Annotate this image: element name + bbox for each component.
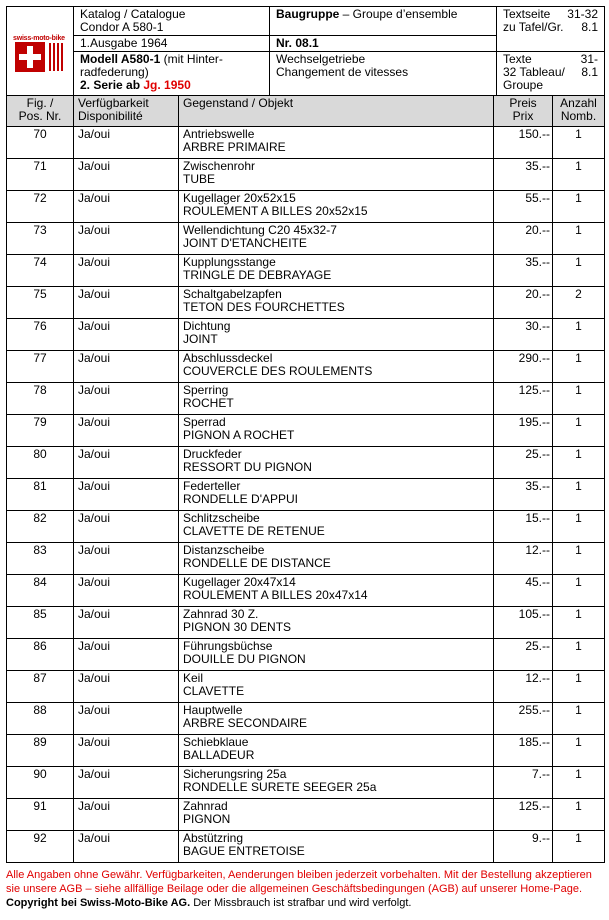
part-price: 35.-- (494, 159, 553, 191)
part-name-fr: BALLADEUR (183, 748, 255, 762)
part-description (179, 575, 494, 607)
part-name-fr: BAGUE ENTRETOISE (183, 844, 305, 858)
group-cell (270, 7, 497, 36)
part-name-de: Sicherungsring 25a (183, 767, 287, 781)
part-position: 75 (7, 287, 74, 319)
part-name-de: Zahnrad 30 Z. (183, 607, 259, 621)
part-position: 87 (7, 671, 74, 703)
part-description (179, 639, 494, 671)
part-name-de: Antriebswelle (183, 127, 255, 141)
part-quantity: 1 (553, 831, 605, 863)
part-name-de: Dichtung (183, 319, 231, 333)
part-price: 125.-- (494, 383, 553, 415)
logo-text: swiss-moto-bike (13, 35, 65, 42)
col-price: Preis Prix (494, 96, 553, 127)
table-row (7, 255, 605, 287)
group-number: Nr. 08.1 (270, 36, 497, 52)
edition: 1.Ausgabe 1964 (74, 36, 270, 52)
part-price: 150.-- (494, 127, 553, 159)
part-quantity: 1 (553, 159, 605, 191)
part-name-de: Abstützring (183, 831, 244, 845)
col-pos: Fig. / Pos. Nr. (7, 96, 74, 127)
part-price: 12.-- (494, 671, 553, 703)
part-name-fr: RONDELLE DE DISTANCE (183, 556, 331, 570)
part-position: 90 (7, 767, 74, 799)
table-row (7, 639, 605, 671)
part-price: 7.-- (494, 767, 553, 799)
catalog-name: Condor A 580-1 (80, 20, 164, 34)
model-note: (mit Hinter- (160, 52, 223, 66)
part-name-de: Federteller (183, 479, 241, 493)
part-name-de: Zwischenrohr (183, 159, 256, 173)
swiss-moto-bike-logo (11, 26, 69, 76)
part-position: 74 (7, 255, 74, 287)
part-name-fr: TUBE (183, 172, 216, 186)
part-availability: Ja/oui (74, 671, 179, 703)
part-position: 84 (7, 575, 74, 607)
col-quantity: Anzahl Nomb. (553, 96, 605, 127)
col-item: Gegenstand / Objekt (179, 96, 494, 127)
part-name-fr: RESSORT DU PIGNON (183, 460, 312, 474)
part-description (179, 383, 494, 415)
part-description (179, 607, 494, 639)
part-name-fr: JOINT D'ETANCHEITE (183, 236, 307, 250)
part-description (179, 703, 494, 735)
part-availability: Ja/oui (74, 159, 179, 191)
table-row (7, 159, 605, 191)
swiss-cross-icon (15, 42, 45, 72)
part-name-de: Wellendichtung C20 45x32-7 (183, 223, 337, 237)
part-quantity: 2 (553, 287, 605, 319)
texte-tableau: 32 Tableau/ (503, 65, 565, 79)
part-price: 255.-- (494, 703, 553, 735)
part-price: 12.-- (494, 543, 553, 575)
table-row (7, 735, 605, 767)
textseite-cell (497, 7, 605, 52)
table-row (7, 671, 605, 703)
misuse-text: Der Missbrauch ist strafbar und wird verfolgt. (190, 897, 412, 909)
part-description (179, 447, 494, 479)
texte-cell (497, 52, 605, 96)
part-quantity: 1 (553, 703, 605, 735)
part-availability: Ja/oui (74, 127, 179, 159)
series-year: Jg. 1950 (143, 78, 191, 92)
texte-groupe: Groupe (503, 78, 544, 92)
part-position: 76 (7, 319, 74, 351)
textseite-pages: 31-32 (567, 7, 598, 21)
part-price: 20.-- (494, 223, 553, 255)
part-name-de: Hauptwelle (183, 703, 243, 717)
part-quantity: 1 (553, 799, 605, 831)
table-row (7, 543, 605, 575)
part-position: 81 (7, 479, 74, 511)
part-quantity: 1 (553, 479, 605, 511)
part-price: 185.-- (494, 735, 553, 767)
part-name-fr: DOUILLE DU PIGNON (183, 652, 306, 666)
part-description (179, 767, 494, 799)
part-name-fr: RONDELLE D'APPUI (183, 492, 298, 506)
part-price: 290.-- (494, 351, 553, 383)
part-name-de: Abschlussdeckel (183, 351, 273, 365)
part-price: 20.-- (494, 287, 553, 319)
group-name-fr: Changement de vitesses (276, 65, 409, 79)
table-row (7, 447, 605, 479)
part-quantity: 1 (553, 575, 605, 607)
part-name-de: Schlitzscheibe (183, 511, 260, 525)
part-quantity: 1 (553, 255, 605, 287)
part-name-de: Kupplungsstange (183, 255, 276, 269)
table-row (7, 703, 605, 735)
textseite-tafel: zu Tafel/Gr. (503, 20, 564, 34)
part-position: 71 (7, 159, 74, 191)
part-quantity: 1 (553, 383, 605, 415)
part-name-fr: PIGNON A ROCHET (183, 428, 295, 442)
part-description (179, 127, 494, 159)
part-description (179, 191, 494, 223)
model-name: Modell A580-1 (80, 52, 161, 66)
part-description (179, 255, 494, 287)
parts-header-row (7, 96, 605, 127)
part-description (179, 671, 494, 703)
part-name-de: Sperrad (183, 415, 226, 429)
part-availability: Ja/oui (74, 703, 179, 735)
part-name-de: Distanzscheibe (183, 543, 265, 557)
part-position: 79 (7, 415, 74, 447)
part-availability: Ja/oui (74, 191, 179, 223)
part-name-fr: COUVERCLE DES ROULEMENTS (183, 364, 373, 378)
part-name-fr: ARBRE PRIMAIRE (183, 140, 286, 154)
part-position: 89 (7, 735, 74, 767)
part-price: 30.-- (494, 319, 553, 351)
catalog-label: Katalog / Catalogue (80, 7, 186, 21)
part-quantity: 1 (553, 735, 605, 767)
part-availability: Ja/oui (74, 255, 179, 287)
part-quantity: 1 (553, 767, 605, 799)
part-position: 73 (7, 223, 74, 255)
table-row (7, 767, 605, 799)
table-row (7, 351, 605, 383)
footer-disclaimer (6, 868, 604, 910)
texte-label: Texte (503, 52, 532, 66)
part-availability: Ja/oui (74, 575, 179, 607)
part-position: 85 (7, 607, 74, 639)
part-name-de: Schaltgabelzapfen (183, 287, 282, 301)
part-description (179, 223, 494, 255)
model-note-2: radfederung) (80, 65, 149, 79)
part-quantity: 1 (553, 319, 605, 351)
part-availability: Ja/oui (74, 319, 179, 351)
part-price: 45.-- (494, 575, 553, 607)
table-row (7, 415, 605, 447)
table-row (7, 799, 605, 831)
part-quantity: 1 (553, 639, 605, 671)
part-position: 80 (7, 447, 74, 479)
part-name-fr: ARBRE SECONDAIRE (183, 716, 308, 730)
logo-cell (7, 7, 74, 96)
part-availability: Ja/oui (74, 831, 179, 863)
part-name-fr: JOINT (183, 332, 218, 346)
part-position: 92 (7, 831, 74, 863)
part-price: 35.-- (494, 479, 553, 511)
part-availability: Ja/oui (74, 767, 179, 799)
part-availability: Ja/oui (74, 287, 179, 319)
part-quantity: 1 (553, 415, 605, 447)
part-availability: Ja/oui (74, 543, 179, 575)
part-price: 9.-- (494, 831, 553, 863)
part-description (179, 159, 494, 191)
part-description (179, 735, 494, 767)
part-name-fr: ROULEMENT A BILLES 20x52x15 (183, 204, 368, 218)
table-row (7, 223, 605, 255)
part-position: 78 (7, 383, 74, 415)
part-price: 105.-- (494, 607, 553, 639)
part-availability: Ja/oui (74, 223, 179, 255)
part-price: 35.-- (494, 255, 553, 287)
part-position: 77 (7, 351, 74, 383)
table-row (7, 319, 605, 351)
disclaimer-text: Alle Angaben ohne Gewähr. Verfügbarkeiten, Aenderungen bleiben jederzeit vorbehalten. Mit der Bestellung akzeptieren sie unsere AGB – siehe allfällige Beilage oder die allgemeinen Geschäftsbedingungen (AGB) auf unserer Home-Page. (6, 869, 592, 895)
part-position: 70 (7, 127, 74, 159)
part-name-fr: CLAVETTE DE RETENUE (183, 524, 325, 538)
part-price: 55.-- (494, 191, 553, 223)
part-quantity: 1 (553, 351, 605, 383)
part-price: 195.-- (494, 415, 553, 447)
part-description (179, 415, 494, 447)
part-availability: Ja/oui (74, 415, 179, 447)
part-name-fr: PIGNON (183, 812, 231, 826)
table-row (7, 575, 605, 607)
table-row (7, 607, 605, 639)
part-name-de: Keil (183, 671, 204, 685)
table-row (7, 511, 605, 543)
part-price: 25.-- (494, 447, 553, 479)
part-quantity: 1 (553, 543, 605, 575)
part-description (179, 287, 494, 319)
part-availability: Ja/oui (74, 383, 179, 415)
part-name-de: Druckfeder (183, 447, 242, 461)
part-availability: Ja/oui (74, 479, 179, 511)
part-description (179, 543, 494, 575)
part-name-fr: CLAVETTE (183, 684, 245, 698)
part-name-fr: RONDELLE SURETE SEEGER 25a (183, 780, 377, 794)
part-quantity: 1 (553, 127, 605, 159)
table-row (7, 127, 605, 159)
part-name-de: Sperring (183, 383, 229, 397)
part-quantity: 1 (553, 447, 605, 479)
part-name-fr: PIGNON 30 DENTS (183, 620, 292, 634)
part-quantity: 1 (553, 607, 605, 639)
texte-group-num: 8.1 (581, 65, 598, 79)
part-quantity: 1 (553, 671, 605, 703)
table-row (7, 479, 605, 511)
part-description (179, 319, 494, 351)
part-availability: Ja/oui (74, 735, 179, 767)
part-name-de: Schiebklaue (183, 735, 249, 749)
table-row (7, 383, 605, 415)
part-position: 83 (7, 543, 74, 575)
catalog-page (6, 6, 604, 863)
part-description (179, 831, 494, 863)
part-position: 72 (7, 191, 74, 223)
part-availability: Ja/oui (74, 639, 179, 671)
group-name-cell (270, 52, 497, 96)
part-name-fr: ROCHET (183, 396, 234, 410)
part-description (179, 351, 494, 383)
part-name-de: Kugellager 20x47x14 (183, 575, 296, 589)
parts-table (6, 95, 605, 863)
part-availability: Ja/oui (74, 447, 179, 479)
part-position: 91 (7, 799, 74, 831)
part-availability: Ja/oui (74, 799, 179, 831)
part-name-fr: ROULEMENT A BILLES 20x47x14 (183, 588, 368, 602)
part-description (179, 479, 494, 511)
part-position: 86 (7, 639, 74, 671)
series-label: 2. Serie ab (80, 78, 144, 92)
stripes-icon (49, 43, 63, 71)
group-label-rest: – Groupe d’ensemble (339, 7, 458, 21)
col-availability: Verfügbarkeit Disponibilité (74, 96, 179, 127)
part-quantity: 1 (553, 191, 605, 223)
part-availability: Ja/oui (74, 607, 179, 639)
group-name-de: Wechselgetriebe (276, 52, 366, 66)
catalog-header (6, 6, 605, 96)
part-description (179, 511, 494, 543)
part-price: 25.-- (494, 639, 553, 671)
part-availability: Ja/oui (74, 511, 179, 543)
copyright-text: Copyright bei Swiss-Moto-Bike AG. (6, 897, 191, 909)
part-availability: Ja/oui (74, 351, 179, 383)
part-price: 15.-- (494, 511, 553, 543)
catalog-cell (74, 7, 270, 36)
part-name-de: Zahnrad (183, 799, 228, 813)
part-price: 125.-- (494, 799, 553, 831)
part-name-fr: TETON DES FOURCHETTES (183, 300, 345, 314)
parts-body (7, 127, 605, 863)
textseite-group: 8.1 (581, 20, 598, 34)
textseite-label: Textseite (503, 7, 551, 21)
part-position: 88 (7, 703, 74, 735)
part-name-de: Kugellager 20x52x15 (183, 191, 296, 205)
model-cell (74, 52, 270, 96)
part-name-de: Führungsbüchse (183, 639, 273, 653)
part-quantity: 1 (553, 511, 605, 543)
table-row (7, 287, 605, 319)
group-label: Baugruppe (276, 7, 340, 21)
part-quantity: 1 (553, 223, 605, 255)
table-row (7, 191, 605, 223)
part-description (179, 799, 494, 831)
part-position: 82 (7, 511, 74, 543)
texte-pages: 31- (580, 52, 598, 66)
part-name-fr: TRINGLE DE DEBRAYAGE (183, 268, 332, 282)
table-row (7, 831, 605, 863)
